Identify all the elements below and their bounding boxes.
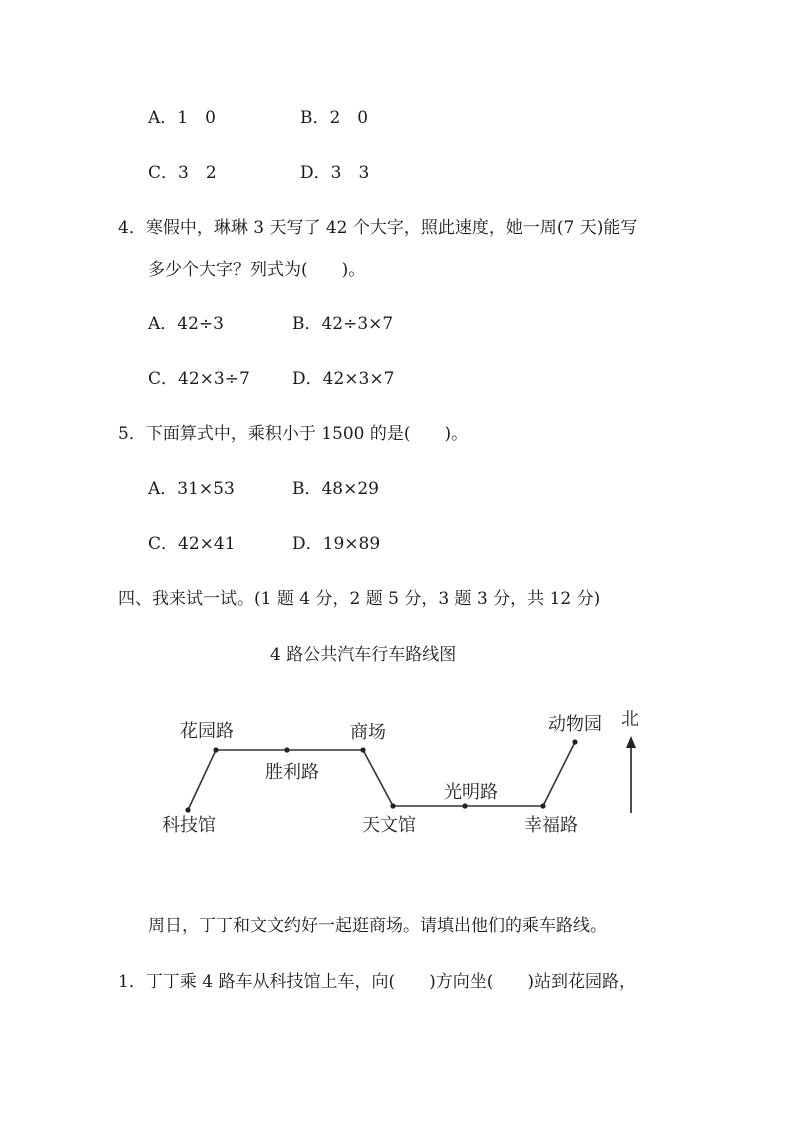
station-label-guangming: 光明路	[444, 782, 498, 803]
section-q1: 1．丁丁乘 4 路车从科技馆上车，向( )方向坐( )站到花园路，	[118, 972, 636, 992]
stop-dot-keji	[185, 807, 190, 812]
q4-stem-line1: 4．寒假中，琳琳 3 天写了 42 个大字，照此速度，她一周(7 天)能写	[118, 218, 638, 238]
north-arrow-icon	[626, 736, 636, 748]
stop-dot-shangchang	[360, 747, 365, 752]
q3-option-d: D．3 3	[300, 163, 370, 183]
stop-dot-shengli	[284, 747, 289, 752]
map-title: 4 路公共汽车行车路线图	[270, 645, 457, 665]
q5-option-b: B．48×29	[292, 479, 380, 499]
stop-dot-guangming	[462, 803, 467, 808]
station-label-dongwu: 动物园	[548, 714, 602, 735]
q5-option-a: A．31×53	[148, 479, 235, 499]
station-label-xingfu: 幸福路	[524, 815, 578, 836]
station-label-huayuan: 花园路	[180, 721, 234, 742]
q4-option-a: A．42÷3	[148, 314, 224, 334]
north-label: 北	[621, 709, 639, 730]
q4-stem-line2: 多少个大字？列式为( )。	[148, 260, 366, 280]
q5-option-d: D．19×89	[292, 534, 381, 554]
station-label-tianwen: 天文馆	[362, 815, 416, 836]
section-intro: 周日，丁丁和文文约好一起逛商场。请填出他们的乘车路线。	[148, 916, 607, 936]
q3-option-a: A．1 0	[148, 108, 216, 128]
section-heading: 四、我来试一试。(1 题 4 分，2 题 5 分，3 题 3 分，共 12 分)	[118, 589, 601, 609]
q4-option-c: C．42×3÷7	[148, 369, 250, 389]
station-label-shengli: 胜利路	[265, 762, 319, 783]
station-label-shangchang: 商场	[350, 722, 386, 743]
route-line	[188, 742, 575, 810]
q3-option-c: C．3 2	[148, 163, 217, 183]
stop-dot-dongwu	[572, 739, 577, 744]
q5-option-c: C．42×41	[148, 534, 236, 554]
q3-option-b: B．2 0	[300, 108, 369, 128]
q5-stem: 5．下面算式中，乘积小于 1500 的是( )。	[118, 424, 469, 444]
q4-option-b: B．42÷3×7	[292, 314, 394, 334]
stop-dot-xingfu	[540, 803, 545, 808]
stop-dot-tianwen	[390, 803, 395, 808]
q4-option-d: D．42×3×7	[292, 369, 395, 389]
stop-dot-huayuan	[213, 747, 218, 752]
station-label-keji: 科技馆	[162, 815, 216, 836]
